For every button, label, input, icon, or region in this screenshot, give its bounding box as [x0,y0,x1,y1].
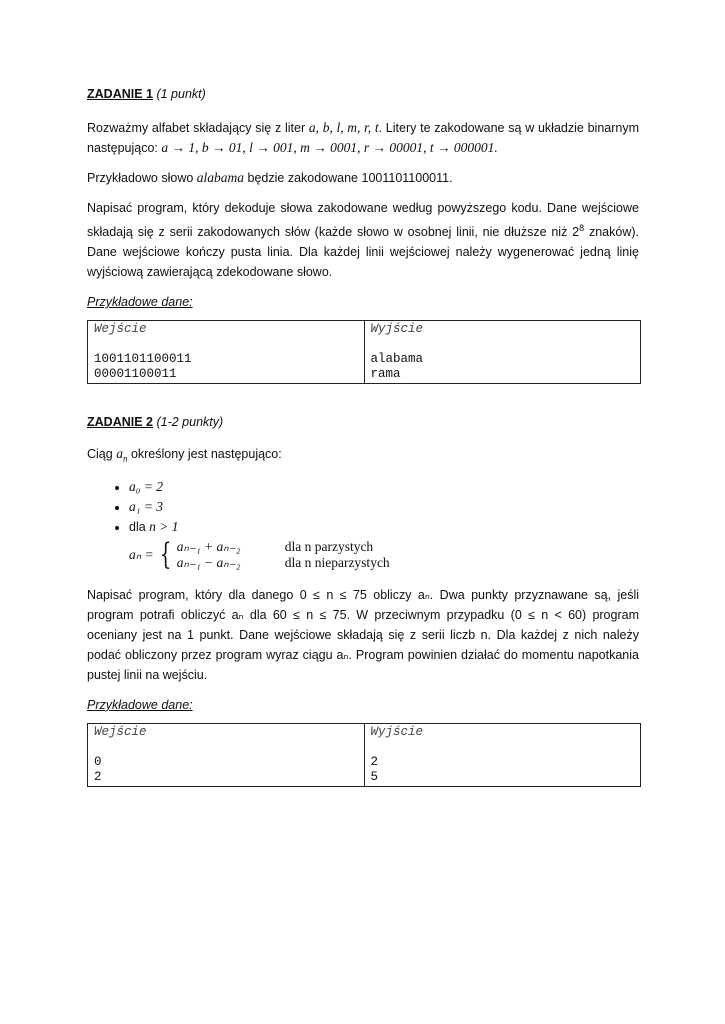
task1-paragraph-alphabet [87,118,639,158]
task2-input-header: Wejście [94,724,147,739]
task1-input-cell [88,321,365,384]
task2-example-label [87,695,639,715]
task2-points: (1-2 punkty) [156,415,224,430]
task1-input-header: Wejście [94,322,147,337]
task2-title: ZADANIE 2 [87,415,153,430]
task1-p1-text: Rozważmy alfabet składający się z liter [87,121,306,135]
task1-title: ZADANIE 1 [87,87,153,101]
task1-letters: a, b, l, m, r, t [308,120,379,135]
task2-bullet [129,517,639,537]
task2-bullet [129,477,639,497]
task2-heading [87,412,639,432]
task2-example-table [87,723,641,787]
task2-output-line: 2 [370,754,379,769]
task2-case1-cond: dla n parzystych [284,538,374,554]
document-page [87,84,639,787]
task1-points: (1 punkt) [156,87,206,101]
task1-p3-sup: 8 [579,223,585,233]
task1-output-cell [364,321,641,384]
task1-input-line: 1001101100011 [94,352,192,367]
task2-recurrence-formula [129,536,639,572]
task1-input-line: 00001100011 [94,367,177,382]
task1-p1-rest: . Litery te zakodowane są w układzie binarnym następująco: [87,121,640,155]
task2-example-label-text: Przykładowe dane: [87,697,193,712]
task2-output-header: Wyjście [370,724,424,739]
task2-intro-pre: Ciąg [87,447,113,462]
task2-paragraph-task: Napisać program, który dla danego 0 ≤ n ≤ 75 obliczy aₙ. Dwa punkty przyznawane są, jeśli program potrafi obliczyć aₙ dla 60 ≤ n ≤ 75. W przeciwnym przypadku (0 ≤ n < 60) program oceniany jest na 1 punkt. Dane wejściowe składają się z serii liczb n. Dla każdej z nich należy podać obliczony przez program wyraz ciągu aₙ. Program powinien działać do momentu napotkania pustej linii na wejściu. [87,587,639,682]
task2-case2-cond: dla n nieparzystych [284,554,390,570]
task1-example-label-text: Przykładowe dane: [87,295,193,310]
task2-case1-expr: aₙ₋₁ + aₙ₋₂ [176,538,241,554]
brace-icon: { [159,536,171,572]
task1-heading [87,84,639,104]
task1-codes: a → 1, b → 01, l → 001, m → 0001, r → 00001, t → 000001. [161,140,498,155]
task2-bullet3-pre: dla [129,519,146,534]
task2-bullet1: a₀ = 2 [129,478,164,494]
task1-example-table [87,320,641,384]
task1-paragraph-task [87,198,639,282]
task2-output-cell [364,723,641,786]
task1-p2-pre: Przykładowo słowo [87,171,194,185]
task1-output-line: alabama [370,352,424,367]
task1-p2-post: będzie zakodowane 1001101100011. [247,171,453,185]
task2-intro-post: określony jest następująco: [130,447,282,462]
task2-input-line: 0 [94,754,102,769]
task1-output-line: rama [370,367,401,382]
task1-output-header: Wyjście [370,322,424,337]
task2-case2-expr: aₙ₋₁ − aₙ₋₂ [176,554,241,570]
task2-input-line: 2 [94,769,102,784]
task1-example-label [87,292,639,312]
task2-bullet [129,497,639,517]
task2-input-cell [88,723,365,786]
task1-p3-b: znaków). Dane wejściowe kończy pusta linia. Dla każdej linii wejściowej należy wygenerować jedną linię wyjściową zawierającą zdekodowane słowo. [87,225,639,280]
task2-intro: Ciąg $a_n$ określony jest następująco: [87,446,282,464]
task2-bullet2: a₁ = 3 [129,498,164,514]
task2-case-lhs: aₙ = [129,546,154,562]
task1-p3-a: Napisać program, który dekoduje słowa zakodowane według powyższego kodu. Dane wejściowe składają się z serii zakodowanych słów (każde słowo w osobnej linii, nie dłuższe niż 2 [87,201,639,240]
task1-example-word: alabama [196,170,245,185]
task2-output-line: 5 [370,769,379,784]
task2-bullet3-math: n > 1 [149,518,179,534]
task1-paragraph-example [87,168,639,188]
task2-definition-list [87,477,639,537]
